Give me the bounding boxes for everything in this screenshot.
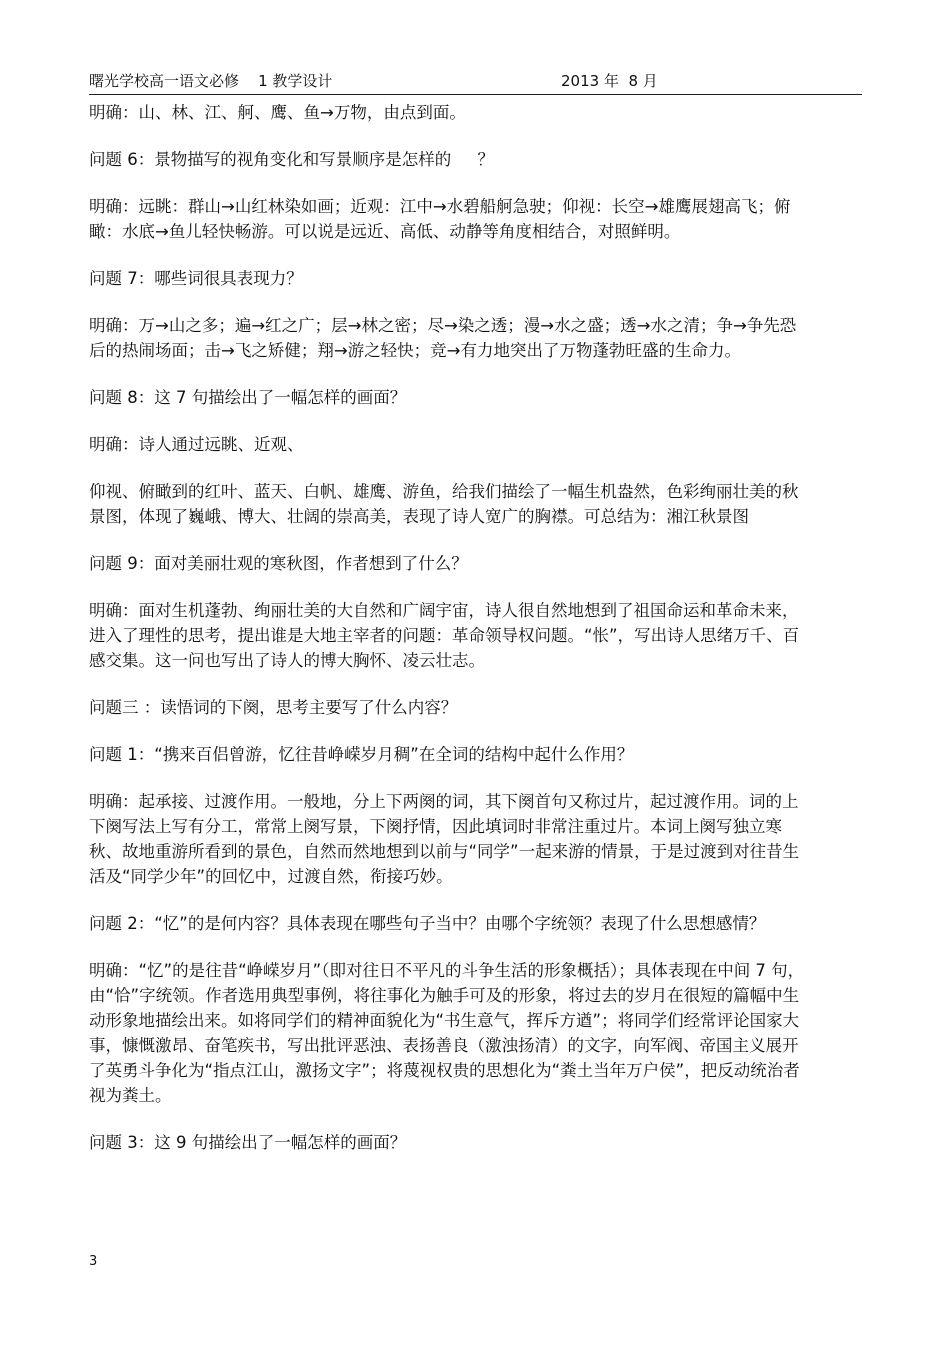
paragraph: 明确：山、林、江、舸、鹰、鱼→万物，由点到面。 <box>89 103 466 122</box>
page-number: 3 <box>89 1254 98 1269</box>
paragraph: 问题 7：哪些词很具表现力？ <box>89 269 303 288</box>
paragraph: 仰视、俯瞰到的红叶、蓝天、白帆、雄鹰、游鱼，给我们描绘了一幅生机盎然，色彩绚丽壮美的秋景图，体现了巍峨、博大、壮阔的崇高美，表现了诗人宽广的胸襟。可总结为：湘江秋景图 <box>89 482 799 526</box>
document-body <box>89 100 809 1155</box>
paragraph: 明确：起承接、过渡作用。一般地，分上下两阕的词，其下阕首句又称过片，起过渡作用。词的上下阕写法上写有分工，常常上阕写景，下阕抒情，因此填词时非常注重过片。本词上阕写独立寒秋、故地重游所看到的景色，自然而然地想到以前与“同学”一起来游的情景，于是过渡到对往昔生活及“同学少年”的回忆中，过渡自然，衔接巧妙。 <box>89 792 800 886</box>
paragraph: 明确：“忆”的是往昔“峥嵘岁月”（即对往日不平凡的斗争生活的形象概括）；具体表现在中间 7 句，由“恰”字统领。作者选用典型事例，将往事化为触手可及的形象，将过去的岁月在很短的篇幅中生动形象地描绘出来。如将同学们的精神面貌化为“书生意气，挥斥方遒”；将同学们经常评论国家大事，慷慨激昂、奋笔疾书，写出批评恶浊、表扬善良（激浊扬清）的文字，向军阀、帝国主义展开了英勇斗争化为“指点江山，激扬文字”；将蔑视权贵的思想化为“粪土当年万户侯”，把反动统治者视为粪土。 <box>89 961 805 1105</box>
paragraph: 问题 8：这 7 句描绘出了一幅怎样的画面？ <box>89 388 407 407</box>
paragraph: 问题 9：面对美丽壮观的寒秋图，作者想到了什么？ <box>89 554 468 573</box>
paragraph: 明确：远眺：群山→山红林染如画；近观：江中→水碧船舸急驶；仰视：长空→雄鹰展翅高飞；俯瞰：水底→鱼儿轻快畅游。可以说是远近、高低、动静等角度相结合，对照鲜明。 <box>89 197 791 241</box>
paragraph: 问题 3：这 9 句描绘出了一幅怎样的画面？ <box>89 1133 407 1152</box>
header-title: 曙光学校高一语文必修 1 教学设计 <box>89 72 333 90</box>
paragraph: 明确：面对生机蓬勃、绚丽壮美的大自然和广阔宇宙，诗人很自然地想到了祖国命运和革命未来，进入了理性的思考，提出谁是大地主宰者的问题：革命领导权问题。“怅”，写出诗人思绪万千、百感交集。这一问也写出了诗人的博大胸怀、凌云壮志。 <box>89 601 800 670</box>
paragraph: 问题 6：景物描写的视角变化和写景顺序是怎样的 ？ <box>89 150 494 169</box>
header-rule <box>89 94 862 95</box>
paragraph: 问题 2：“忆”的是何内容？具体表现在哪些句子当中？由哪个字统领？表现了什么思想感情？ <box>89 914 766 933</box>
paragraph: 明确：万→山之多；遍→红之广；层→林之密；尽→染之透；漫→水之盛；透→水之清；争→争先恐后的热闹场面；击→飞之矫健；翔→游之轻快；竞→有力地突出了万物蓬勃旺盛的生命力。 <box>89 316 797 360</box>
paragraph: 问题三 ：读悟词的下阕，思考主要写了什么内容？ <box>89 698 458 717</box>
page-header <box>89 70 862 94</box>
paragraph: 明确：诗人通过远眺、近观、 <box>89 435 304 454</box>
paragraph: 问题 1：“携来百侣曾游，忆往昔峥嵘岁月稠”在全词的结构中起什么作用？ <box>89 745 634 764</box>
header-date: 2013 年 8 月 <box>561 72 658 90</box>
